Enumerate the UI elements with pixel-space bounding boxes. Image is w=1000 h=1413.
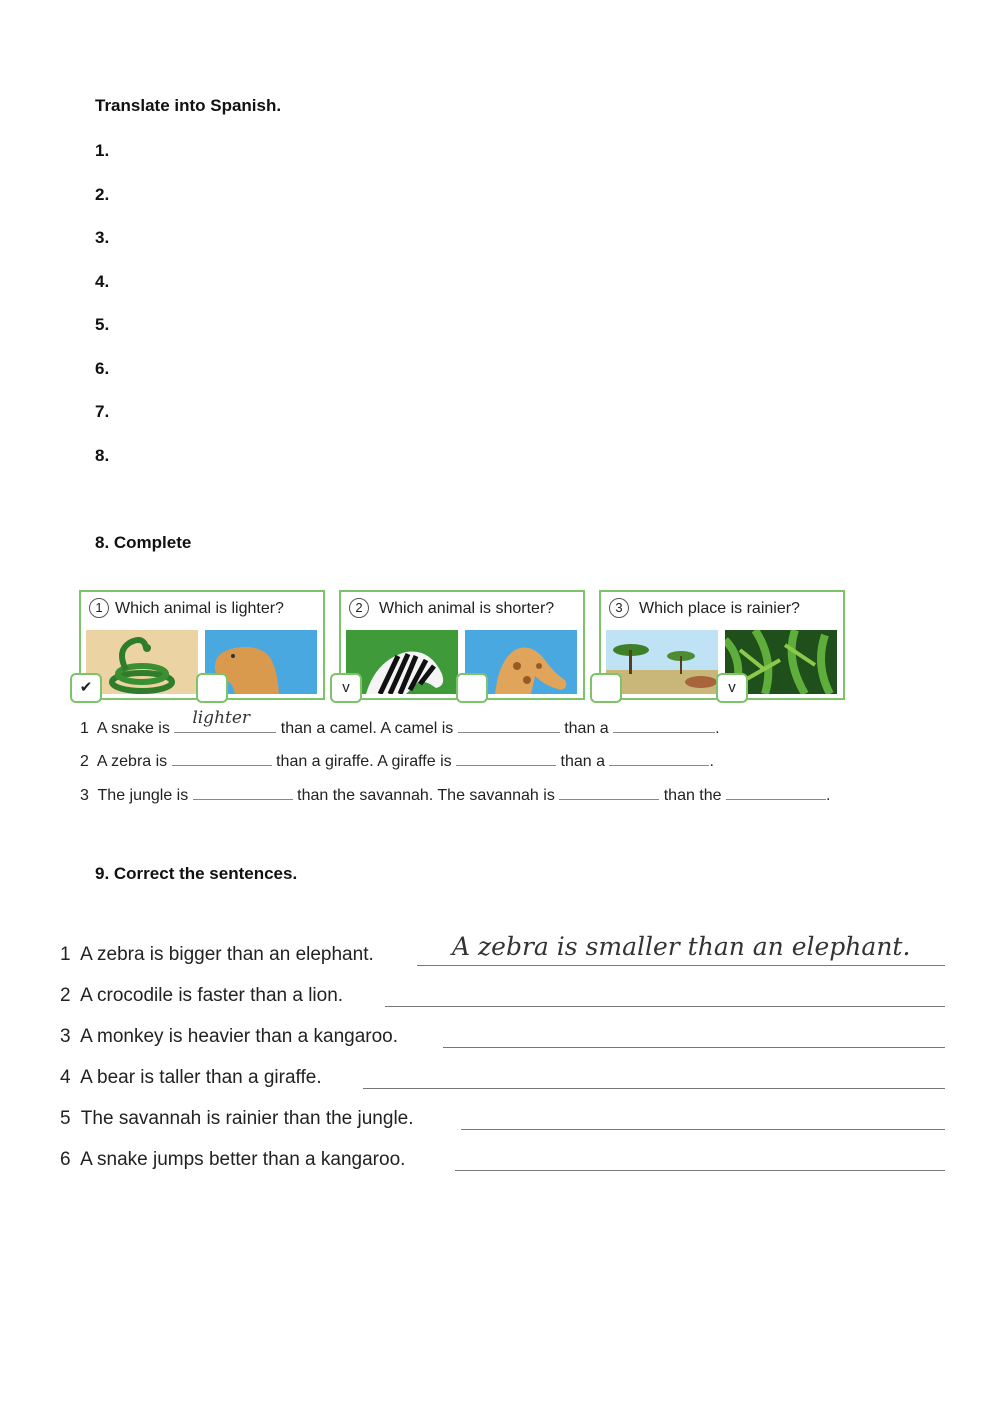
card-1-left-checkbox[interactable]: ✔: [70, 673, 102, 703]
sentence-end: .: [826, 787, 831, 804]
answer-line-3[interactable]: [443, 1047, 945, 1048]
item-number: 1: [60, 944, 71, 965]
sentence-number: 2: [80, 753, 89, 770]
card-3-left-checkbox[interactable]: [590, 673, 622, 703]
card-number-badge: 2: [349, 598, 369, 618]
sentence-number: 1: [80, 720, 89, 737]
card-2-right-checkbox[interactable]: [456, 673, 488, 703]
snake-picture: [86, 630, 198, 694]
answer-blank[interactable]: [458, 718, 560, 733]
card-number-badge: 3: [609, 598, 629, 618]
sentence-number: 3: [80, 787, 89, 804]
translate-item-5: 5.: [95, 315, 110, 334]
correct-heading: 9. Correct the sentences.: [95, 864, 298, 883]
answer-blank[interactable]: [193, 785, 293, 800]
card-question: Which place is rainier?: [639, 600, 800, 617]
answer-blank[interactable]: [613, 718, 715, 733]
complete-sentence-3: [80, 785, 830, 805]
card-question: Which animal is shorter?: [379, 600, 555, 617]
answer-line-6[interactable]: [455, 1170, 945, 1171]
sentence-part: A zebra is: [96, 753, 168, 770]
correct-item-3: [60, 1026, 398, 1048]
item-text: A zebra is bigger than an elephant.: [80, 944, 374, 965]
answer-blank[interactable]: [559, 785, 659, 800]
translate-heading: Translate into Spanish.: [95, 96, 282, 115]
item-text: A crocodile is faster than a lion.: [80, 985, 344, 1006]
translate-item-4: 4.: [95, 272, 110, 291]
correct-item-4: [60, 1067, 322, 1089]
item-number: 5: [60, 1108, 71, 1129]
item-text: A bear is taller than a giraffe.: [80, 1067, 322, 1088]
card-number-badge: 1: [89, 598, 109, 618]
answer-blank[interactable]: [172, 751, 272, 766]
translate-item-2: 2.: [95, 185, 110, 204]
answer-blank[interactable]: [174, 708, 276, 733]
card-1-right-checkbox[interactable]: [196, 673, 228, 703]
correct-item-1: [60, 944, 374, 966]
complete-sentence-2: [80, 751, 714, 771]
complete-sentence-1: [80, 708, 720, 738]
sentence-part: than the: [663, 787, 722, 804]
savannah-picture: [606, 630, 718, 694]
sentence-part: than a: [564, 720, 609, 737]
correct-item-5: [60, 1108, 414, 1130]
zebra-picture: [346, 630, 458, 694]
card-3-right-checkbox[interactable]: v: [716, 673, 748, 703]
item-text: The savannah is rainier than the jungle.: [80, 1108, 414, 1129]
handwritten-answer: A zebra is smaller than an elephant.: [452, 932, 911, 961]
answer-line-2[interactable]: [385, 1006, 945, 1007]
translate-item-7: 7.: [95, 402, 110, 421]
translate-item-3: 3.: [95, 228, 110, 247]
translate-item-1: 1.: [95, 141, 110, 160]
item-number: 2: [60, 985, 71, 1006]
item-number: 4: [60, 1067, 71, 1088]
answer-blank[interactable]: [726, 785, 826, 800]
answer-line-1[interactable]: [417, 965, 945, 966]
sentence-part: than a camel. A camel is: [280, 720, 454, 737]
item-number: 6: [60, 1149, 71, 1170]
answer-blank[interactable]: [456, 751, 556, 766]
complete-heading: 8. Complete: [95, 533, 192, 552]
item-text: A monkey is heavier than a kangaroo.: [80, 1026, 399, 1047]
sentence-end: .: [709, 753, 714, 770]
sentence-part: than a giraffe. A giraffe is: [276, 753, 452, 770]
sentence-end: .: [715, 720, 720, 737]
correct-item-6: [60, 1149, 405, 1171]
handwritten-answer: lighter: [192, 708, 251, 728]
item-number: 3: [60, 1026, 71, 1047]
translate-item-8: 8.: [95, 446, 110, 465]
sentence-part: A snake is: [96, 720, 170, 737]
sentence-part: than the savannah. The savannah is: [297, 787, 555, 804]
answer-line-5[interactable]: [461, 1129, 945, 1130]
card-question: Which animal is lighter?: [115, 600, 284, 617]
translate-item-6: 6.: [95, 359, 110, 378]
item-text: A snake jumps better than a kangaroo.: [80, 1149, 406, 1170]
answer-line-4[interactable]: [363, 1088, 945, 1089]
card-2-left-checkbox[interactable]: v: [330, 673, 362, 703]
answer-blank[interactable]: [609, 751, 709, 766]
sentence-part: The jungle is: [97, 787, 189, 804]
sentence-part: than a: [560, 753, 606, 770]
correct-item-2: [60, 985, 343, 1007]
